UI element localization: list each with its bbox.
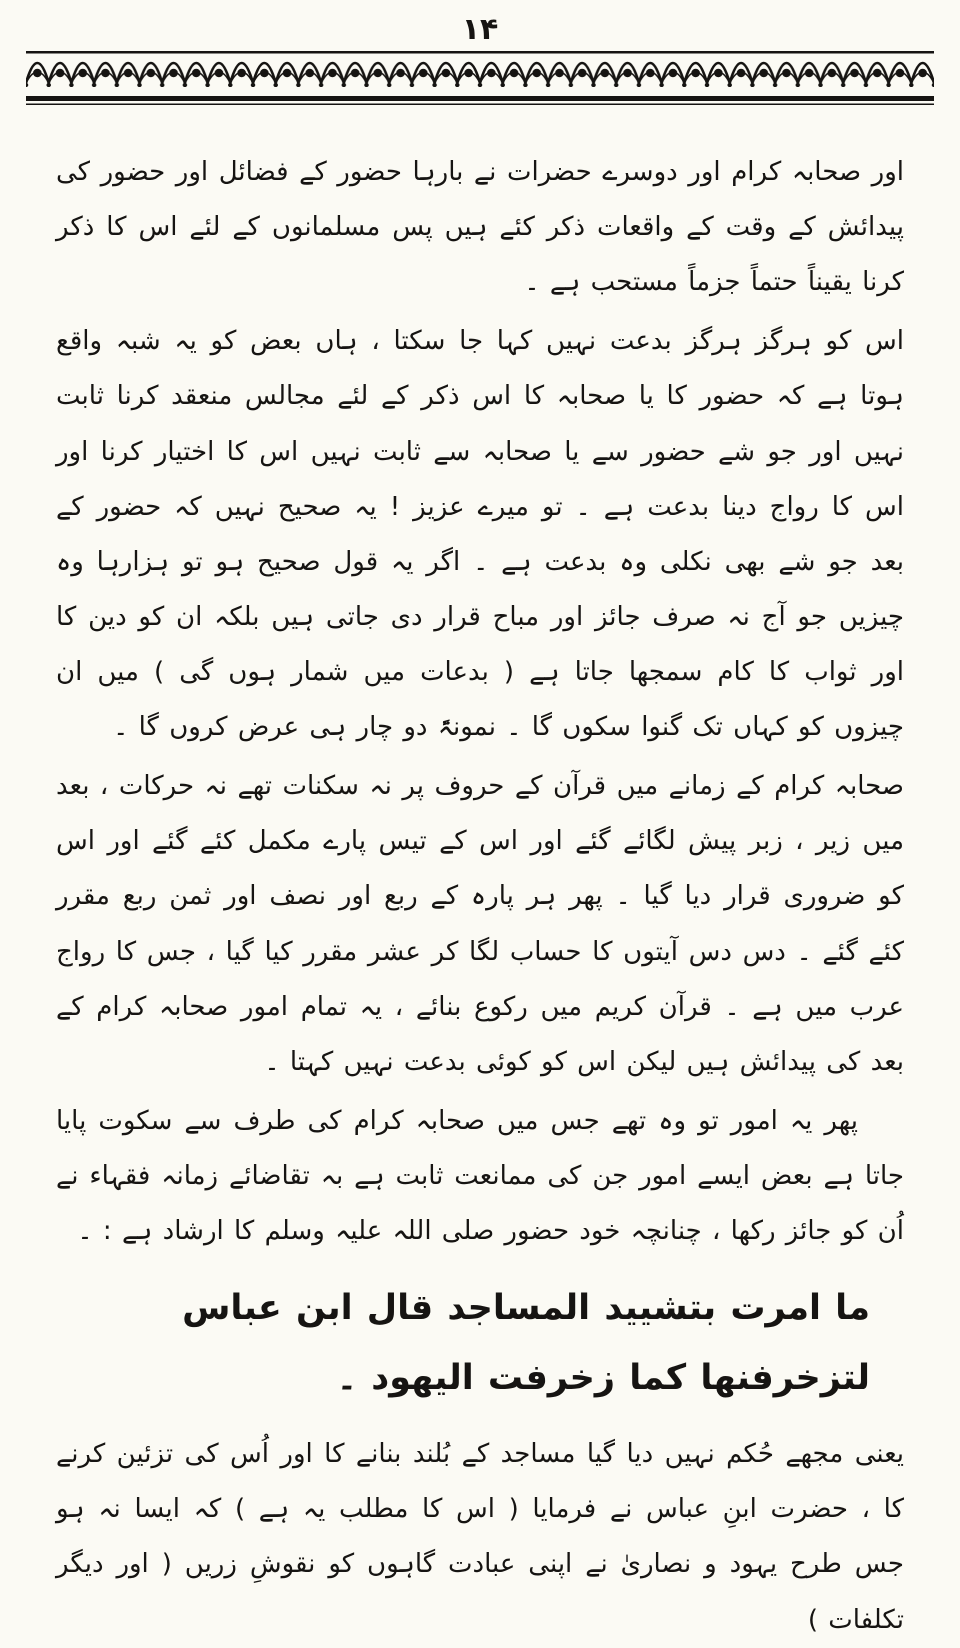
body-text <box>0 105 960 1648</box>
paragraph-not-bidah-argument: اس کو ہرگز ہرگز بدعت نہیں کہا جا سکتا ، ہاں بعض کو یہ شبہ واقع ہوتا ہے کہ حضور کا یا صحابہ کا اس ذکر کے لئے مجالس منعقد کرنا ثابت نہیں اور جو شے حضور سے یا صحابہ سے ثابت نہیں اس کا اختیار کرنا اور اس کا رواج دینا بدعت ہے ۔ تو میرے عزیز ! یہ صحیح نہیں کہ حضور کے بعد جو شے بھی نکلی وہ بدعت ہے ۔ اگر یہ قول صحیح ہو تو ہزارہا وہ چیزیں جو آج نہ صرف جائز اور مباح قرار دی جاتی ہیں بلکہ ان کو دین کا اور ثواب کا کام سمجھا جاتا ہے ( بدعات میں شمار ہوں گی ) میں ان چیزوں کو کہاں تک گنوا سکوں گا ۔ نمونۃً دو چار ہی عرض کروں گا ۔ <box>56 326 904 743</box>
paragraph-permitted-matters: پھر یہ امور تو وہ تھے جس میں صحابہ کرام کی طرف سے سکوت پایا جاتا ہے بعض ایسے امور جن کی ممانعت ثابت ہے بہ تقاضائے زمانہ فقہاء نے اُن کو جائز رکھا ، چنانچہ خود حضور صلی اللہ علیہ وسلم کا ارشاد ہے : ۔ <box>56 1105 904 1247</box>
paragraph-hadith-translation: یعنی مجھے حُکم نہیں دیا گیا مساجد کے بُلند بنانے کا اور اُس کی تزئین کرنے کا ، حضرت ابنِ عباس نے فرمایا ( اس کا مطلب یہ ہے ) کہ ایسا نہ ہو جس طرح یہود و نصاریٰ نے اپنی عبادت گاہوں کو نقوشِ زریں ( اور دیگر تکلفات ) <box>56 1439 904 1635</box>
paragraph-virtues-of-prophet: اور صحابہ کرام اور دوسرے حضرات نے بارہا حضور کے فضائل اور حضور کی پیدائش کے وقت کے واقعات ذکر کئے ہیں پس مسلمانوں کے لئے اس کا ذکر کرنا یقیناً حتماً جزماً مستحب ہے ۔ <box>56 157 904 298</box>
ornamental-border <box>26 51 934 105</box>
arabic-hadith-quote: ما امرت بتشييد المساجد قال ابن عباس لتزخرفنها كما زخرفت اليهود ۔ <box>182 1288 870 1399</box>
paragraph-quran-diacritics-history: صحابہ کرام کے زمانے میں قرآن کے حروف پر نہ سکنات تھے نہ حرکات ، بعد میں زیر ، زبر پیش لگائے گئے اور اس کے تیس پارے مکمل کئے گئے اور اس کو ضروری قرار دیا گیا ۔ پھر ہر پارہ کے ربع اور نصف اور ثمن ربع مقرر کئے گئے ۔ دس دس آیتوں کا حساب لگا کر عشر مقرر کیا گیا ، جس کا رواج عرب میں ہے ۔ قرآن کریم میں رکوع بنائے ، یہ تمام امور صحابہ کرام کے بعد کی پیدائش ہیں لیکن اس کو کوئی بدعت نہیں کہتا ۔ <box>56 771 904 1077</box>
ornament-pattern-graphic <box>26 51 934 105</box>
page-number: ۱۴ <box>461 12 499 47</box>
